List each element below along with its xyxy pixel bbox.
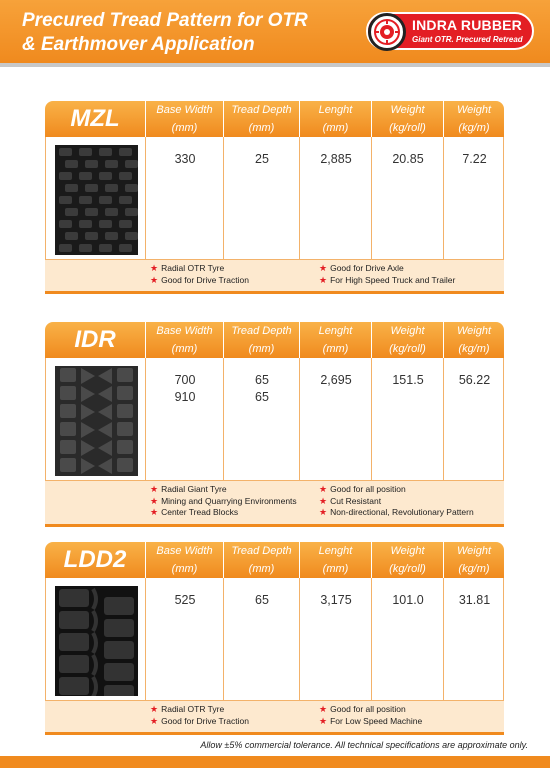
column-header (443, 322, 504, 358)
feature-item: ★ Center Tread Blocks (150, 507, 239, 517)
star-icon: ★ (150, 263, 159, 273)
feature-item: ★ Good for all position (319, 484, 406, 494)
tyre-tread-image (55, 145, 138, 255)
feature-column-right (319, 263, 455, 286)
column-header (371, 322, 443, 358)
feature-column-right (319, 484, 474, 519)
column-label: Base Width (156, 545, 213, 557)
feature-item: ★ Radial OTR Tyre (150, 704, 225, 714)
brand-logo (366, 12, 534, 50)
column-header (443, 542, 504, 578)
column-unit: (kg/roll) (389, 122, 426, 134)
spec-value-tread-depth: 65 (255, 593, 269, 607)
column-label: Lenght (318, 545, 353, 557)
column-unit: (kg/roll) (389, 563, 426, 575)
spec-value-base-width: 525 (174, 593, 196, 607)
feature-column-right (319, 704, 422, 727)
column-unit: (kg/roll) (389, 343, 426, 355)
star-icon: ★ (319, 507, 328, 517)
column-label: Tread Depth (231, 104, 292, 116)
column-header (443, 101, 504, 137)
feature-column-left (150, 704, 249, 727)
feature-list (45, 480, 504, 524)
column-label: Base Width (156, 104, 213, 116)
star-icon: ★ (150, 715, 159, 726)
feature-underline (45, 291, 504, 294)
column-label: Weight (456, 104, 492, 116)
page-title: Precured Tread Pattern for OTR & Earthmover Application (22, 10, 308, 55)
feature-item: ★ Radial OTR Tyre (150, 263, 225, 273)
column-unit: (mm) (171, 563, 198, 575)
column-label: Lenght (318, 325, 353, 337)
star-icon: ★ (319, 484, 328, 494)
feature-item: ★ Mining and Quarrying Environments (150, 495, 297, 506)
column-unit: (mm) (171, 343, 198, 355)
column-unit: (mm) (322, 343, 349, 355)
spec-value-weight-m: 56.22 (458, 373, 491, 387)
star-icon: ★ (150, 704, 159, 714)
column-header (299, 322, 371, 358)
feature-item: ★ Good for all position (319, 704, 406, 714)
column-header (145, 101, 223, 137)
feature-item: ★ Good for Drive Traction (150, 715, 249, 726)
feature-item: ★ For Low Speed Machine (319, 715, 423, 726)
star-icon: ★ (150, 495, 159, 506)
feature-list (45, 700, 504, 732)
feature-underline (45, 732, 504, 735)
product-spec-row (45, 137, 504, 259)
spec-value-length: 3,175 (320, 593, 352, 607)
header-divider (0, 63, 550, 67)
star-icon: ★ (150, 484, 159, 494)
column-header (299, 101, 371, 137)
star-icon: ★ (319, 704, 328, 714)
column-label: Weight (456, 545, 492, 557)
product-name: LDD2 (63, 546, 127, 573)
spec-value-tread-depth: 25 (255, 152, 269, 166)
column-label: Weight (456, 325, 492, 337)
column-unit: (mm) (322, 563, 349, 575)
column-label: Tread Depth (231, 545, 292, 557)
star-icon: ★ (319, 715, 328, 726)
spec-value-length: 2,885 (320, 152, 352, 166)
feature-column-left (150, 484, 297, 519)
column-unit: (kg/m) (458, 122, 490, 134)
column-unit: (mm) (248, 563, 275, 575)
brand-name: INDRA RUBBER (412, 17, 522, 33)
feature-item: ★ Good for Drive Traction (150, 274, 249, 285)
spec-value-base-width: 330 (174, 152, 196, 166)
column-unit: (kg/m) (458, 563, 490, 575)
product-spec-row (45, 358, 504, 480)
column-label: Weight (390, 545, 425, 557)
brand-tagline: Giant OTR. Precured Retread (412, 35, 523, 44)
tolerance-note: Allow ±5% commercial tolerance. All technical specifications are approximate only. (200, 740, 528, 750)
product-header-bar (45, 542, 504, 578)
product-header-bar (45, 101, 504, 137)
product-header-bar (45, 322, 504, 358)
feature-list (45, 259, 504, 291)
spec-value-weight-m: 31.81 (458, 593, 491, 607)
column-header (371, 101, 443, 137)
product-name: MZL (70, 105, 120, 132)
star-icon: ★ (319, 263, 328, 273)
feature-item: ★ Radial Giant Tyre (150, 484, 227, 494)
spec-value-base-width: 700 910 (174, 373, 196, 404)
column-header (299, 542, 371, 578)
column-header (223, 542, 299, 578)
column-header (223, 101, 299, 137)
product-name: IDR (74, 326, 116, 353)
feature-item: ★ For High Speed Truck and Trailer (319, 274, 456, 285)
product-spec-row (45, 578, 504, 700)
feature-item: ★ Cut Resistant (319, 495, 382, 506)
spec-value-length: 2,695 (320, 373, 352, 387)
column-label: Weight (390, 104, 425, 116)
spec-value-weight-m: 7.22 (462, 152, 487, 166)
spec-value-weight-roll: 151.5 (392, 373, 424, 387)
star-icon: ★ (150, 507, 159, 517)
feature-item: ★ Non-directional, Revolutionary Pattern (319, 507, 474, 517)
column-header (371, 542, 443, 578)
column-header (145, 322, 223, 358)
feature-column-left (150, 263, 249, 286)
feature-item: ★ Good for Drive Axle (319, 263, 404, 273)
column-header (145, 542, 223, 578)
star-icon: ★ (319, 495, 328, 506)
column-label: Base Width (156, 325, 213, 337)
tyre-tread-image (55, 586, 138, 696)
column-unit: (kg/m) (458, 343, 490, 355)
column-label: Weight (390, 325, 425, 337)
tyre-tread-image (55, 366, 138, 476)
column-unit: (mm) (171, 122, 198, 134)
spec-value-tread-depth: 65 65 (255, 373, 269, 404)
spec-value-weight-roll: 20.85 (392, 152, 424, 166)
footer-bar (0, 756, 550, 768)
header-banner (0, 0, 550, 63)
column-header (223, 322, 299, 358)
gear-wheel-icon (368, 13, 406, 51)
column-unit: (mm) (248, 343, 275, 355)
column-unit: (mm) (248, 122, 275, 134)
star-icon: ★ (150, 274, 159, 285)
feature-underline (45, 524, 504, 527)
column-label: Tread Depth (231, 325, 292, 337)
spec-value-weight-roll: 101.0 (392, 593, 424, 607)
column-label: Lenght (318, 104, 353, 116)
star-icon: ★ (319, 274, 328, 285)
column-unit: (mm) (322, 122, 349, 134)
